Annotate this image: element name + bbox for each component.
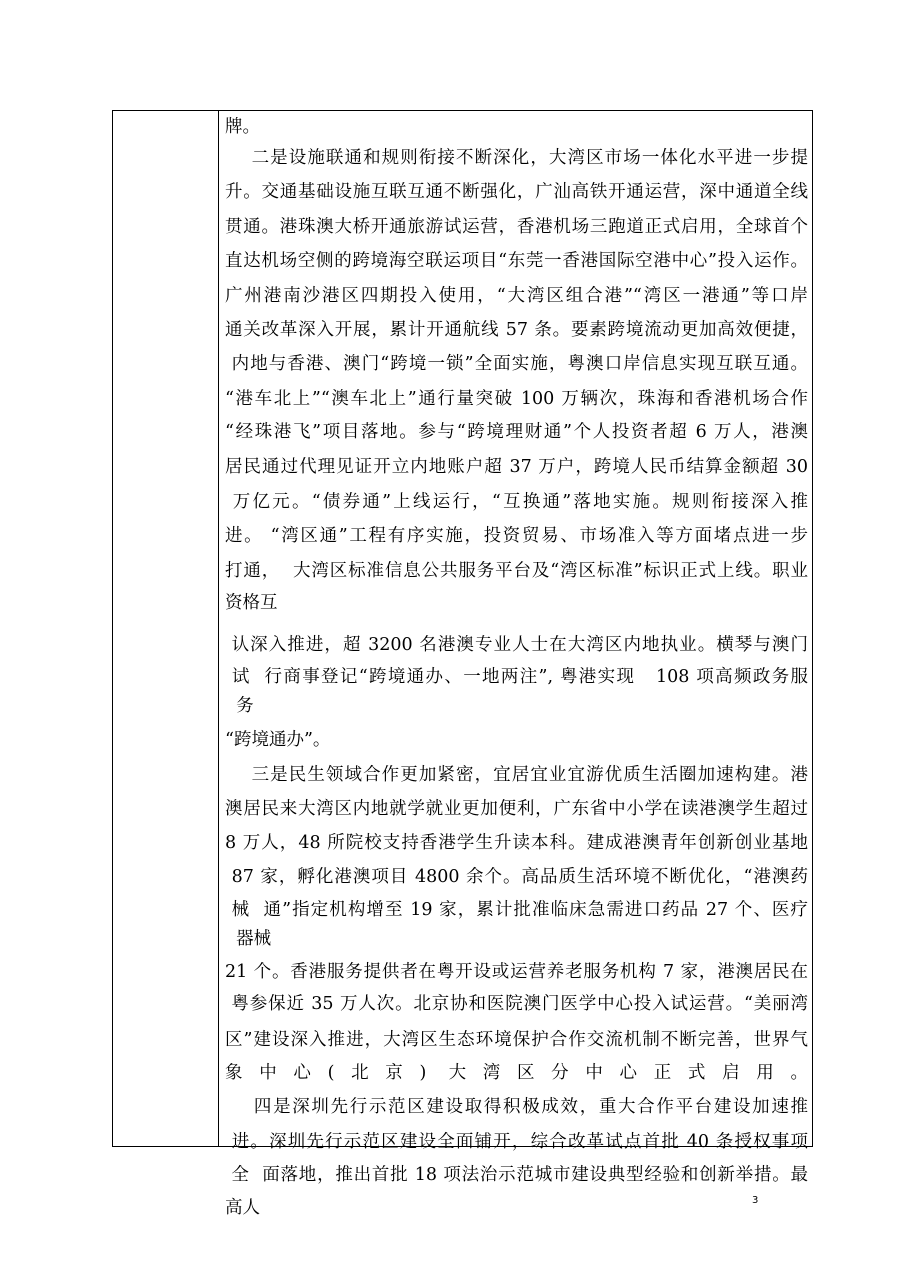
text-line: “跨境通办”。 xyxy=(225,730,331,750)
text-line: 象中心(北京) 大湾区分中心正式启用。 xyxy=(225,1063,808,1083)
text-line: 广州港南沙港区四期投入使用，“大湾区组合港”“湾区一港通”等口岸 xyxy=(225,286,808,306)
text-line: 通关改革深入开展，累计开通航线 57 条。要素跨境流动更加高效便捷， xyxy=(225,320,808,340)
table-body-text xyxy=(219,111,812,1218)
text-line: 21 个。香港服务提供者在粤开设或运营养老服务机构 7 家，港澳居民在 xyxy=(225,962,808,982)
page-number: 3 xyxy=(752,1195,759,1206)
text-line: 二是设施联通和规则衔接不断深化，大湾区市场一体化水平进一步提 xyxy=(225,148,808,168)
text-line: 器械 xyxy=(225,929,272,949)
text-line: 贯通。港珠澳大桥开通旅游试运营，香港机场三跑道正式启用，全球首个 xyxy=(225,217,808,237)
text-line: 87 家，孵化港澳项目 4800 余个。高品质生活环境不断优化，“港澳药 xyxy=(225,867,808,887)
text-line: 三是民生领域合作更加紧密，宜居宜业宜游优质生活圈加速构建。港 xyxy=(225,765,808,785)
text-line: 直达机场空侧的跨境海空联运项目“东莞一香港国际空港中心”投入运作。 xyxy=(225,251,808,271)
table-left-column xyxy=(113,111,219,1146)
text-line: 内地与香港、澳门“跨境一锁”全面实施，粤澳口岸信息实现互联互通。 xyxy=(225,354,808,374)
text-line: 8 万人，48 所院校支持香港学生升读本科。建成港澳青年创新创业基地 xyxy=(225,833,808,853)
text-line: 粤参保近 35 万人次。北京协和医院澳门医学中心投入试运营。“美丽湾 xyxy=(225,994,808,1014)
text-line: 械 通”指定机构增至 19 家，累计批准临床急需进口药品 27 个、医疗 xyxy=(225,900,808,920)
text-line: 认深入推进，超 3200 名港澳专业人士在大湾区内地执业。横琴与澳门 xyxy=(225,635,808,655)
text-line: 万亿元。“债券通”上线运行，“互换通”落地实施。规则衔接深入推 xyxy=(225,492,808,512)
text-line: “经珠港飞”项目落地。参与“跨境理财通”个人投资者超 6 万人，港澳 xyxy=(225,422,808,442)
text-line: 区”建设深入推进，大湾区生态环境保护合作交流机制不断完善，世界气 xyxy=(225,1030,808,1050)
text-line: 澳居民来大湾区内地就学就业更加便利，广东省中小学在读港澳学生超过 xyxy=(225,799,808,819)
text-line: “港车北上”“澳车北上”通行量突破 100 万辆次，珠海和香港机场合作 xyxy=(225,389,808,409)
text-line: 四是深圳先行示范区建设取得积极成效，重大合作平台建设加速推 xyxy=(225,1097,808,1117)
text-line: 高人 xyxy=(225,1198,260,1218)
document-table xyxy=(112,110,813,1218)
text-line: 务 xyxy=(225,696,254,716)
text-line: 试 行商事登记“跨境通办、一地两注”, 粤港实现 108 项高频政务服 xyxy=(225,667,808,687)
text-line: 资格互 xyxy=(225,593,278,613)
text-line: 进。 “湾区通”工程有序实施，投资贸易、市场准入等方面堵点进一步 xyxy=(225,526,808,546)
text-line: 升。交通基础设施互联互通不断强化，广汕高铁开通运营，深中通道全线 xyxy=(225,182,808,202)
text-line: 全 面落地，推出首批 18 项法治示范城市建设典型经验和创新举措。最 xyxy=(225,1165,808,1185)
text-line: 进。深圳先行示范区建设全面铺开，综合改革试点首批 40 条授权事项 xyxy=(225,1132,808,1152)
text-line: 居民通过代理见证开立内地账户超 37 万户，跨境人民币结算金额超 30 xyxy=(225,457,808,477)
text-line: 牌。 xyxy=(225,117,260,137)
text-line: 打通， 大湾区标准信息公共服务平台及“湾区标准”标识正式上线。职业 xyxy=(225,561,808,581)
